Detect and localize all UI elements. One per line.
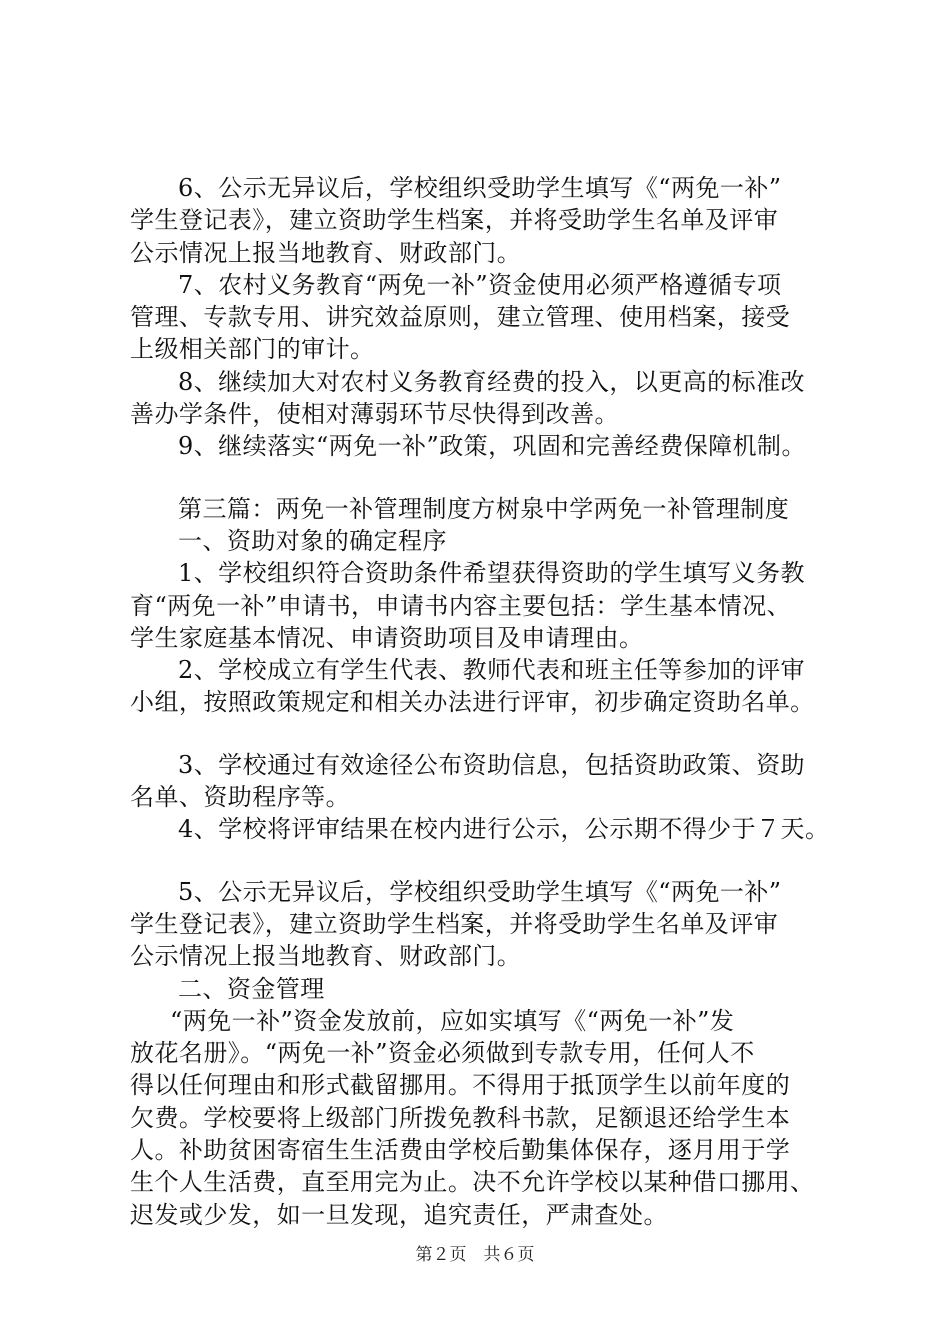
paragraph-gap	[130, 719, 830, 749]
text-line: 欠费。学校要将上级部门所拨免教科书款，足额退还给学生本	[130, 1103, 791, 1132]
text-line: 5、公示无异议后，学校组织受助学生填写《“两免一补”	[178, 877, 782, 906]
text-line: 上级相关部门的审计。	[130, 335, 375, 364]
text-line: 4、学校将评审结果在校内进行公示，公示期不得少于７天。	[178, 815, 830, 844]
document-body	[130, 172, 830, 1231]
text-line: 学生登记表》，建立资助学生档案，并将受助学生名单及评审	[130, 206, 779, 235]
section-heading: 二、资金管理	[178, 974, 325, 1003]
text-line: 1、学校组织符合资助条件希望获得资助的学生填写义务教	[178, 559, 805, 588]
paragraph-gap	[130, 463, 830, 493]
text-line: 管理、专款专用、讲究效益原则，建立管理、使用档案，接受	[130, 303, 791, 332]
section-heading: 一、资助对象的确定程序	[178, 526, 447, 555]
text-line: 人。补助贫困寄宿生生活费由学校后勤集体保存，逐月用于学	[130, 1136, 791, 1165]
text-line: 放花名册》。“两免一补”资金必须做到专款专用，任何人不	[130, 1039, 755, 1068]
text-line: 得以任何理由和形式截留挪用。不得用于抵顶学生以前年度的	[130, 1071, 791, 1100]
text-line: 8、继续加大对农村义务教育经费的投入，以更高的标准改	[178, 367, 805, 396]
section-title: 第三篇：两免一补管理制度方树泉中学两免一补管理制度	[178, 494, 790, 523]
text-line: 6、公示无异议后，学校组织受助学生填写《“两免一补”	[178, 174, 782, 202]
text-line: 公示情况上报当地教育、财政部门。	[130, 238, 522, 267]
paragraph-gap	[130, 846, 830, 876]
text-line: 善办学条件，使相对薄弱环节尽快得到改善。	[130, 400, 619, 429]
text-line: 学生家庭基本情况、申请资助项目及申请理由。	[130, 623, 644, 652]
text-line: 生个人生活费，直至用完为止。决不允许学校以某种借口挪用、	[130, 1168, 815, 1197]
text-line: 3、学校通过有效途径公布资助信息，包括资助政策、资助	[178, 750, 805, 779]
text-line: 7、农村义务教育“两免一补”资金使用必须严格遵循专项	[178, 270, 782, 299]
page-number-footer: 第２页 共６页	[415, 1245, 535, 1265]
text-line: 9、继续落实“两免一补”政策，巩固和完善经费保障机制。	[178, 432, 806, 461]
text-line: 公示情况上报当地教育、财政部门。	[130, 942, 522, 971]
text-line: “两免一补”资金发放前，应如实填写《“两免一补”发	[170, 1006, 735, 1035]
text-line: 名单、资助程序等。	[130, 783, 351, 812]
text-line: 小组，按照政策规定和相关办法进行评审，初步确定资助名单。	[130, 688, 815, 717]
text-line: 学生登记表》，建立资助学生档案，并将受助学生名单及评审	[130, 909, 779, 938]
text-line: 2、学校成立有学生代表、教师代表和班主任等参加的评审	[178, 656, 805, 685]
text-line: 迟发或少发，如一旦发现，追究责任，严肃查处。	[130, 1200, 668, 1229]
text-line: 育“两免一补”申请书，申请书内容主要包括：学生基本情况、	[130, 591, 792, 620]
